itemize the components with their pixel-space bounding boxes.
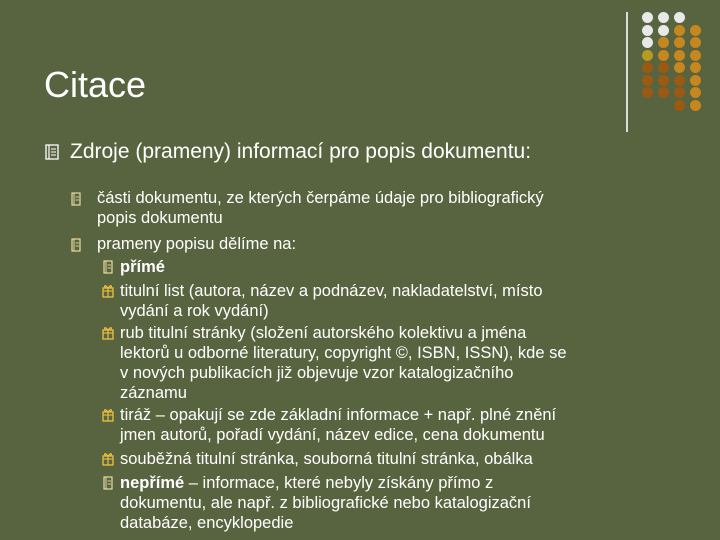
level3-text-line: databáze, encyklopedie	[120, 514, 294, 532]
level3-text-line: v nových publikacích již objevuje vzor katalogizačního	[120, 364, 514, 382]
gift-icon	[102, 284, 114, 298]
decorative-dot	[690, 62, 701, 73]
decorative-dot	[690, 75, 701, 86]
decorative-dot	[674, 25, 685, 36]
notebook-icon	[44, 144, 60, 160]
decorative-dot	[658, 87, 669, 98]
decorative-dot	[674, 50, 685, 61]
level3-rest: tiráž – opakují se zde základní informace + např. plné znění	[120, 406, 557, 424]
level3-text-line	[120, 281, 543, 301]
decorative-dot	[658, 25, 669, 36]
decorative-dot	[690, 25, 701, 36]
level1-text: Zdroje (prameny) informací pro popis dokumentu:	[70, 140, 532, 163]
decorative-dot	[674, 37, 685, 48]
level2-text-line: prameny popisu dělíme na:	[97, 235, 297, 253]
decorative-dot	[642, 62, 653, 73]
level3-text-line	[120, 405, 556, 425]
decorative-dot	[658, 75, 669, 86]
decorative-dot	[642, 37, 653, 48]
level2-text-line: části dokumentu, ze kterých čerpáme údaje pro bibliografický	[97, 189, 544, 207]
level2-text-line: popis dokumentu	[97, 209, 223, 227]
decorative-dot	[642, 12, 653, 23]
decorative-dot	[642, 87, 653, 98]
gift-icon	[102, 452, 114, 466]
level3-text-line: záznamu	[120, 384, 187, 402]
slide-title: Citace	[44, 64, 147, 105]
level3-text-line	[120, 473, 493, 493]
gift-icon	[102, 326, 114, 340]
decorative-dot	[690, 100, 701, 111]
decorative-dot	[674, 75, 685, 86]
level3-rest: titulní list (autora, název a podnázev, nakladatelství, místo	[120, 282, 543, 300]
level3-rest: souběžná titulní stránka, souborná titulní stránka, obálka	[120, 450, 533, 468]
decorative-dot	[674, 12, 685, 23]
decorative-dot	[690, 50, 701, 61]
level3-text-line: jmen autorů, pořadí vydání, název edice, cena dokumentu	[120, 426, 545, 444]
notebook-small-icon	[102, 260, 114, 274]
decorative-dot	[674, 87, 685, 98]
decorative-dot	[674, 62, 685, 73]
decorative-dot	[642, 75, 653, 86]
level3-text-line: vydání a rok vydání)	[120, 302, 269, 320]
notebook-small-icon	[70, 238, 82, 252]
decorative-dot	[674, 100, 685, 111]
decorative-dot	[690, 87, 701, 98]
level3-text-line: lektorů u odborné literatury, copyright ©, ISBN, ISSN), kde se	[120, 344, 567, 362]
decorative-dot	[690, 37, 701, 48]
decorative-dot	[658, 62, 669, 73]
level3-bold-term: nepřímé	[120, 474, 185, 492]
level3-text-line	[120, 449, 533, 469]
level3-text-line	[120, 323, 526, 343]
decorative-dot	[658, 50, 669, 61]
decorative-dot	[658, 37, 669, 48]
notebook-small-icon	[102, 476, 114, 490]
level3-text-line: dokumentu, ale např. z bibliografické nebo katalogizační	[120, 494, 531, 512]
level3-rest: – informace, které nebyly získány přímo z	[184, 474, 494, 492]
notebook-small-icon	[70, 192, 82, 206]
decorative-dot	[642, 50, 653, 61]
decorative-dot	[642, 25, 653, 36]
level3-bold-term: přímé	[120, 258, 165, 276]
decorative-dot-grid	[642, 12, 712, 112]
level3-text-line	[120, 257, 165, 277]
decorative-dot	[658, 12, 669, 23]
gift-icon	[102, 408, 114, 422]
level3-rest: rub titulní stránky (složení autorského kolektivu a jména	[120, 324, 527, 342]
decorative-divider	[626, 12, 628, 132]
